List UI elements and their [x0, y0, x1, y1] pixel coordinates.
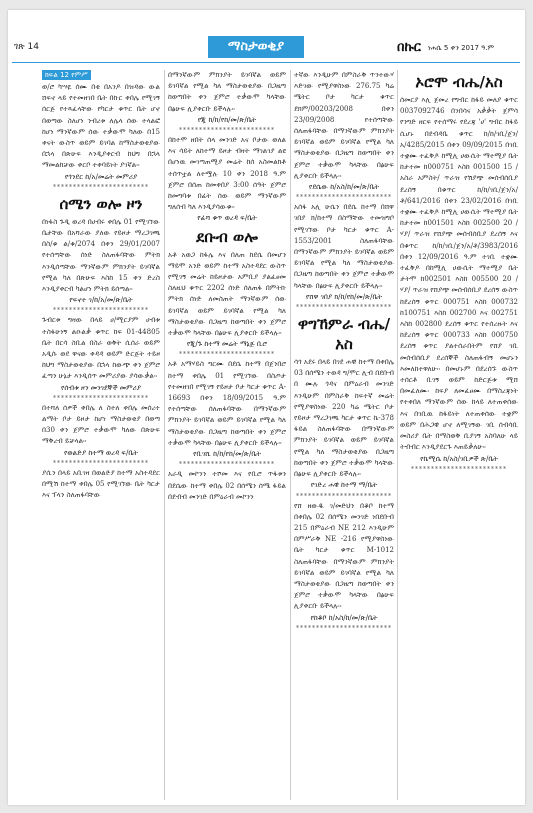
- region-heading: ኦሮሞ ብሔ/አስ: [415, 73, 503, 91]
- separator: ************************: [53, 183, 149, 191]
- region-heading: ደቡብ ወሎ: [196, 227, 258, 246]
- notice-text: አሰፋ አሊ ሁሴን በደሴ ከተማ በሸዋ ገበያ ክ/ከተማ በስማቸው ተመዝግቦ የሚገኘው ቦታ ካርታ ቁጥር A-1553/2001 ስለጠፋባቸው በማንኛውም ምክንያት ይገባኛል ወይም ይገባኛል የሚል ካለ ማስታወቂያው በጋዜጣ ከወጣበት ቀን ጀምሮ ተቃውሞ ካላቸው በፅሁፍ ሊያቀርቡ ይችላሉ፡፡: [294, 203, 394, 290]
- issue-info: ነሐሴ 5 ቀን 2017 ዓ.ም: [428, 44, 495, 52]
- page-number: ገጽ 14: [14, 42, 40, 52]
- notice-signature: የፍኖተ ገ/ከ/አ/መ/ጽ/ቤት: [69, 296, 133, 305]
- notice-text: ጉብርቱ ግዛው በላይ ሀ/ሚርያም ሀብቱ ተስፋሁነኝ ልዑልቃ ቁጥር ከፍ 01-44805 ቤት በርሳ ስቢል በስራ ወቅት ሲሰራ ወይም አዲሱ ወደ ዋናው ቀዳዳ ወይም ድርጅት ተይዞ ከህግ ማስታወቂያው በኋላ ከውጭ ቀን ጀምሮ ፈጣን ሁኔታ እንዲሰጥ መምሪያው ያሳውቃል፡፡: [42, 316, 160, 381]
- column-1: [42, 70, 160, 800]
- notice-text: በነፋስ ጉዲ ወረዳ በሀብሩ ቀበሌ 01 የሚገኘው ቤታቸው በአሻራው ያለው የይዞታ ማረጋገጫ በስ/ቁ ል/ቁ/2074 በቀን 29/01/2007 የተሰጣቸው ሰነድ ስለጠፋባቸው ምትክ እንዲሰጣቸው ማንኛውም ምክንያት ይገባኛል የሚል ካለ በጽሁፍ እስከ 15 ቀን ድረስ እንዲያቀርብ ካልሆነ ምትክ ይሰጣል፡፡: [42, 217, 160, 294]
- separator: ************************: [296, 492, 392, 500]
- column-divider: [397, 70, 398, 800]
- separator: ************************: [53, 394, 149, 402]
- separator: ************************: [411, 465, 507, 473]
- notice-signature: የሰብቱ ዞን መንገደኞች መምሪያ: [61, 383, 141, 392]
- page-header: [8, 10, 525, 68]
- notice-signature: የጂ ከ/ከ/የከ/መ/ጽ/ቤት: [197, 115, 257, 124]
- notice-signature: የኬሚሴ ከ/አስ/ገቢዎች ጽ/ቤት: [420, 454, 498, 463]
- region-heading: ሰሜን ወሎ ዞን: [59, 194, 143, 213]
- notice-text: አራዲ መኮንን ተሾመ እና የቢሮ ጥፋቱን በደሴው ከተማ ቀበሌ 02 በሰሜን ሰሜ ፋይል በደብብ መንገድ በምዕራብ መኮንን: [168, 470, 286, 501]
- notice-text: ሰመርያ እሊ ጀመረ የግብር ከፋይ መለያ ቁጥር 0037092746 በንበሳና አቃቃት ጀምሳ የንግድ ዘርፍ የተሰማሩ የደረጃ 'ሀ' ግብር ከፋይ ሲሆኑ በደብዳቤ ቁጥር ከ/ከ/ገቢ/ጀን/አ/4285/2015 በቀን 09/09/2015 በገቢ ተቋሙ ተፈቅዶ ከሚሊ ሀውሲት ማተሚያ ቤት ከታተመ ከ000751 እስከ 001500 15 /አስራ አምስት/ ጥራዝ የሽያጭ መሰብሰቢያ ደረሰኝ በቁጥር ከ/ከ/ገቢ/ጀን/አ/ቶ/641/2016 በቀን 23/02/2016 በገቢ ተቋሙ ተፈቅዶ ከሚሊ ሀውሲት ማተሚያ ቤት ከታተመ ከ001501 እስከ 002500 20 /ሃያ/ ጥራዝ የሸያጭ መሰብሰቢያ ደረሰኝ እና በቁጥር ከ/ከ/ገቢ/ጀን/አ/ቶ/3983/2016 በቀን 12/09/2016 ዓ.ም ተገቢ ተቋሙ ተፈቅዶ በከሚሊ ሀውሲት ማተሚያ ቤት ታትሞ ከ002501 እስከ 005500 20 /ሃያ/ ጥራዝ የሸያጭ መሰብሰቢያ ደረሰኝ ውስጥ ከደረሰኝ ቁጥር 000751 እስከ 000732 ከ100751 እስከ 002700 እና 002751 እስከ 002800 ደረሰኝ ቁጥር የተሰረዙት እና ከደረሰኝ ቁጥር 000733 እስከ 000750 ደረሰኝ ቁጥር ያልተሰራበትም የሸያ ገቢ መሰብሰቢያ ደረሰኞች ስለጠፋብኝ መሆኑን እመለከተዋለሁ፡፡ በመሆኑም በደረሰኙ ውስጥ ተሰርቶ ቢገኝ ወይም ከድርጅቱ ሚሸ በመፈለሙ፡ ከፍያ ለመፈፀሙ በማስረጃነት የተቀበለ ማንኛውም ሰው ከላይ ለተጠቀሰው እና በገቢዉ ከፋይነት ለተጠቀሰው ተቋም ወይም በሕጋዊ ሆኖ ለሚገኝው ገቢ ሰብሳቢ መስሪያ ቤት በማስወቅ ቢያገኝ አስባለሁ ላይ ትብብር እንዲያደርጉ እጠይቃለሁ፡፡: [400, 96, 518, 452]
- column-4: [400, 70, 518, 800]
- notice-signature: የገድረ ሐዊ ከተማ ማ/ቤት: [310, 481, 378, 490]
- column-divider: [164, 70, 165, 800]
- separator: ************************: [179, 461, 275, 469]
- newspaper-page: [8, 10, 525, 805]
- notice-signature: የወልድያ ከተማ ወረዳ ፍ/ቤት: [64, 448, 138, 457]
- notice-signature: የፊሻ ቁጥ ወረዳ ፍ/ቤት: [197, 214, 257, 223]
- notice-text: በከተሞ ዘበት ሰላ መንገድ አና ቦታው ወለል እና ሳይት ለከተማ ይዞታ ብዛት ማገልገያ ልዩ በሆነዉ መገጣጠሚያ መሬት ከሰ አስመልክቶ ተሰጥቷል ለተሟሉ 10 ቀን 2018 ዓ.ም ጀምሮ በሰጠ ከመቀበያ 3:00 ሰዓት ጀምሮ ከመግባቱ በፊት ሰው ወይም ማንኛውም ግለሰብ ካለ እንዲያሳውቁ፡፡: [168, 136, 286, 212]
- separator: ************************: [296, 624, 392, 632]
- notice-signature: የጂ/ጉ ከተማ መሬት ማኔጅ ቢሮ: [186, 340, 268, 349]
- notice-text: የሸ ዘውዱ ገ/መድህን በቆቦ ከተማ በቀበሌ 02 በሰሜን መንገድ ነበደቡብ 215 በምዕራብ NE 212 እንዲሁም በምሥራቅ NE -216 የሚያዋስነው ቤት ካርታ ቁጥር M-1012 ስለጠፋባቸው በማንኛውም ምክንያት ይገባኛል ወይም ይገባኛል የሚል ካለ ማስታወቂያው በጋዜጣ ከወጣበት ቀን ጀምሮ ተቃውሞ ካላቸው በፅሁፍ ሊያቀርቡ ይችላሉ፡፡: [294, 501, 394, 611]
- separator: ************************: [179, 351, 275, 359]
- notice-signature: የጎንደር ከ/አ/መሬት መምሪያ: [64, 172, 138, 181]
- region-heading: ዋግኸምራ ብሔ/አስ: [297, 315, 391, 354]
- separator: ************************: [296, 304, 392, 312]
- column-tag: ክፍል 12 የምሥ: [42, 70, 91, 80]
- section-banner: ማስታወቂያ: [208, 36, 304, 58]
- notice-text: አቶ አወጋ ከፋሌ እና በለጠ ከደሴ በመሆን ማይሞ አንድ ወይም ከተማ አስተዳደር ውስጥ የሚገኝ መሬት ከይዞታው አምቢያ ያልፈፀመ ስለዚህ ቁጥር 2202 ሰነድ ሰለጠፋ በምትኩ ምትክ ሰነድ ለመስጠት ማንኛውም ሰው ይገባኛል ወይም ይገባኛል የሚል ካለ ማስታወቂያው በጋዜጣ ከወጣበት ቀን ጀምሮ ተቃውሞ ካላቸው በፅሁፍ ሊያቀርቡ ይችላሉ፡፡: [168, 250, 286, 338]
- notice-text: ያሲን በላይ አቢገዛ በወልድያ ከተማ አስተዳደር በሚሽ ከተማ ቀበሌ 05 የሚገኘው ቤት ካርታ እና ፕላን ስለጠፋባቸው: [42, 468, 160, 500]
- column-2: [168, 70, 286, 800]
- notice-text: አቶ አማሃይስ ግርሙ በደሴ ከተማ በጀንበሮ ከተማ ቀበሌ 01 የሚገኘው በስጦታ የተመዘገበ የሚገኝ የይዞታ ቦታ ካርታ ቁጥር A-16693 በቀን 18/09/2015 ዓ.ም የተሰጣቸው ሰለጠፋባቸው በማንኛውም ምክንያት ይገባኛል ወይም ይገባኛል የሚል ካለ ማስታወቂያው በጋዜጣ ከወጣበት ቀን ጀምሮ ተቃውሞ ካላቸው በፅሁፍ ሊያቀርቡ ይችላሉ፡፡: [168, 360, 286, 447]
- notice-signature: የቢገሺ ከ/ከ/የከ/መ/ጽ/ቤት: [193, 450, 261, 459]
- column-3: [294, 70, 394, 800]
- column-divider: [290, 70, 291, 800]
- notice-signature: የሸዋ ገበያ ክ/ከ/የከ/መ/ጽ/ቤት: [305, 292, 383, 301]
- notice-signature: የደሴው ከ/አስ/ከ/መ/ጽ/ቤት: [308, 183, 380, 192]
- separator: ************************: [53, 307, 149, 315]
- notice-text: ወ/ሮ ካሣዬ ሰሙ በቂ በአንዶ በዝዳው ውል ሸፍኖ ላይ የተመዘገበ ቤት በኩር ቀበሌ የሚገኝ ሰርጅ የተጻፈላቸው የካርታ ቁጥር ቤት ሆኖ በወጣው ስለሆነ ንብረቱ ለሌላ ሰው ተላልፎ ከሆነ ማንኛውም ሰው ተቃውሞ ካለው በ15 ቀናት ውስጥ ወይም ይገባል ከማስታወቂያው በኋላ በጽሁፍ እንዲያቀርብ ከህግ በኋላ ማመልከቻው ቀርቦ ተቀባይነት ያገኛል፡፡: [42, 83, 160, 170]
- notice-text: ተኛው እንዲሁም በምስራቅ ጥንተውሃ እድገው የሚያዋስነው 276.75 ካሬ ሜትር ቦታ ካርታ ቁጥር ደክም/00203/2008 በቀን 23/09/2008 የተሰጣቸው ሰለጠፋባቸው በማንኛውም ምክንያት ይገባኛል ወይም ይገባኛል የሚል ካለ ማስታወቂያው በጋዜጣ ከወጣበት ቀን ጀምሮ ተቃውሞ ካላቸው በፅሁፍ ሊያቀርቡ ይችላሉ፡፡: [294, 71, 394, 180]
- header-rule: [12, 62, 520, 63]
- separator: ************************: [53, 459, 149, 467]
- notice-signature: የከቆቦ ከ/አስ/ከ/መ/ጽ/ቤት: [310, 613, 378, 622]
- separator: ************************: [296, 194, 392, 202]
- paper-name: በኩር: [397, 40, 421, 55]
- notice-text: በማንኛውም ምክንያት ይገባኛል ወይም ይገባኛል የሚል ካለ ማስታወቂያው በጋዜጣ ከወጣበት ቀን ጀምሮ ተቃውሞ ካላቸው በፅሁፍ ሊያቀርቡ ይችላሉ፡፡: [168, 71, 286, 113]
- separator: ************************: [179, 127, 275, 135]
- notice-text: ሳጎ አደሩ በላይ በገደ ሐዊ ከተማ በቀበሌ 03 በሰሜን ተወዳ ግ/ሞር ሊብ በደቡብ በ ሙሉ ጎዳና በምዕራብ መንገድ እንዲሁም በምስራቅ ከፍተኛ መሬት የሚያዋስነው 220 ካሬ ሜትር ቦታ የይዞታ ማረጋገጫ ካርታ ቁጥር ኬ-378 ፋይል ስለጠፋባቸው በማንኛውም ምክንያት ይገባኛል ወይም ይገባኛል የሚል ካለ ማስታወቂያው በጋዜጣ ከወጣበት ቀን ጀምሮ ተቃውሞ ካላቸው በፅሁፍ ሊያቀርቡ ይችላሉ፡፡: [294, 358, 394, 479]
- notice-text: በተሻለ ሰዎች ቀበሌ ለ ስተለ ቀበሌ መሰረተ ልማት ቦታ ይዞታ ከሆነ ማስታወቂያ በወጣ በ30 ቀን ጀምሮ ተቃውሞ ካለው በጽሁፍ ማቅረብ ይቻላል፡፡: [42, 403, 160, 446]
